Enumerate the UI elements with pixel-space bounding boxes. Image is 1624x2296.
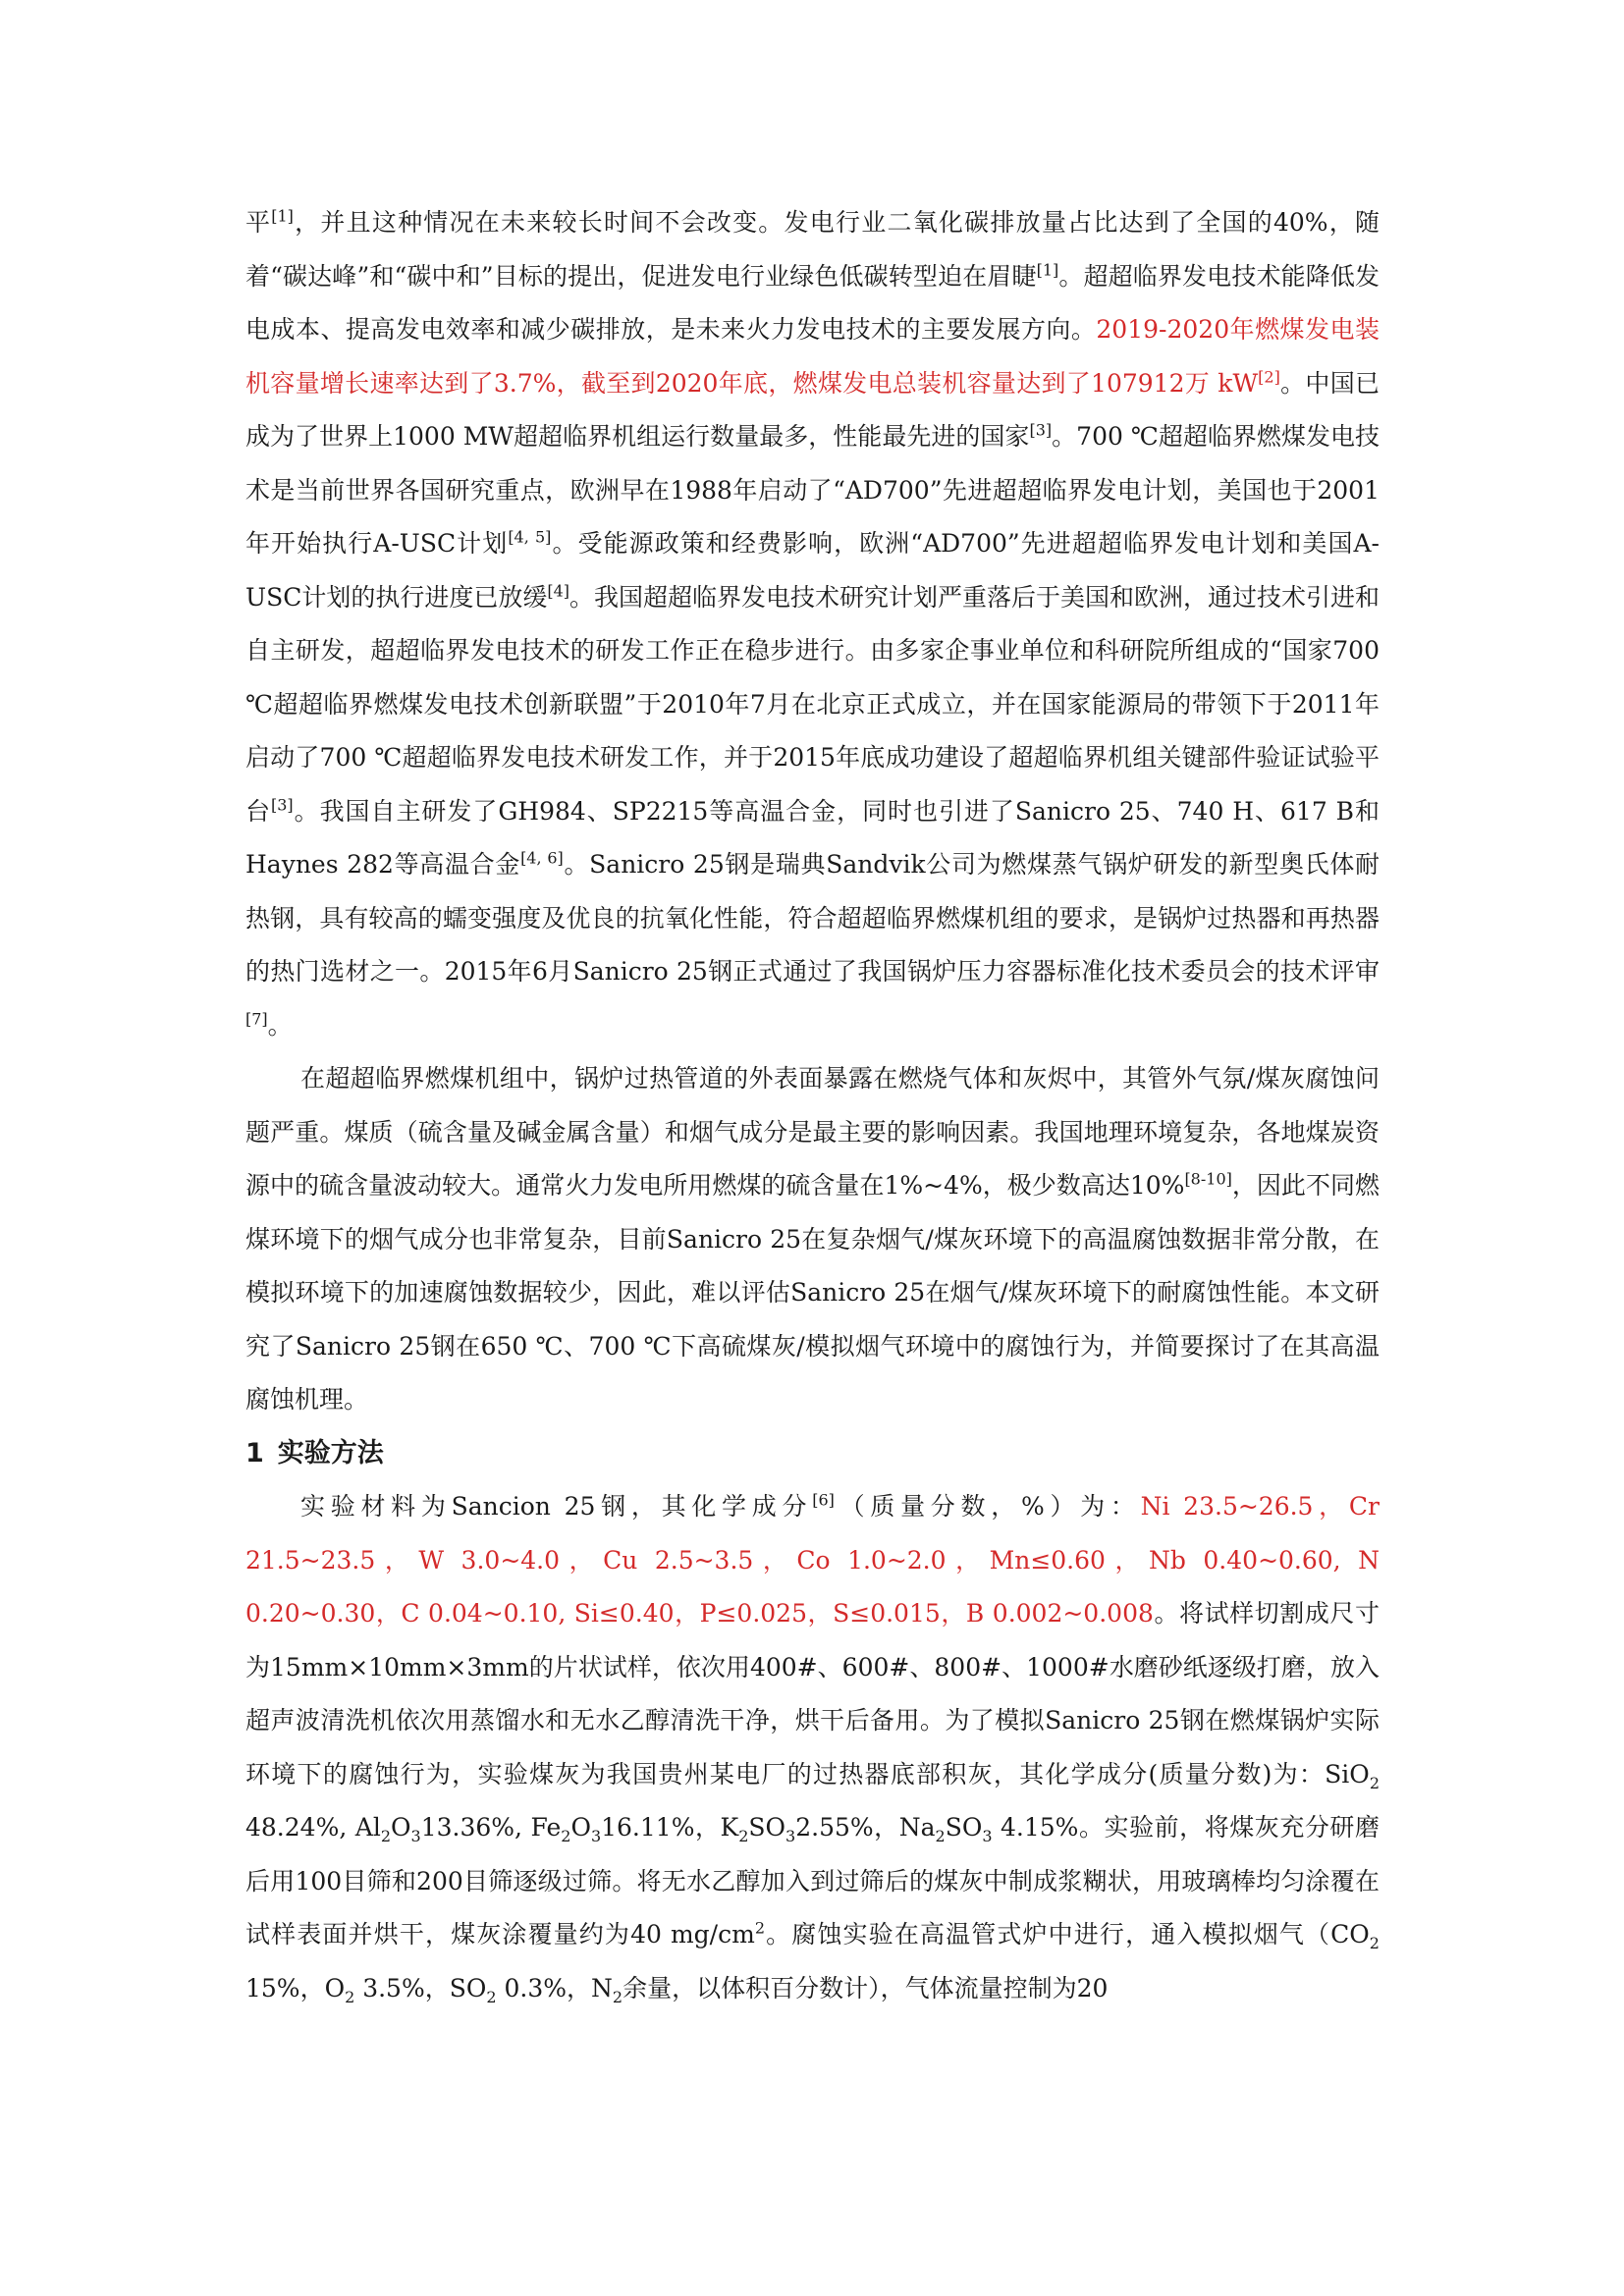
text-run: O [391, 1813, 411, 1842]
citation: [4, 6] [520, 848, 564, 868]
citation: [3] [270, 795, 294, 815]
text-run: 余量，以体积百分数计），气体流量控制为20 [623, 1973, 1109, 2002]
subscript: 3 [590, 1827, 602, 1845]
text-run: 48.24%, Al [245, 1813, 381, 1842]
subscript: 2 [380, 1827, 392, 1845]
text-run: 4.15%。实验前，将煤灰充分研磨后用100目筛和200目筛逐级过筛。将无水乙醇加入到过筛后的煤灰中制成浆糊状，用玻璃棒均匀涂覆在试样表面并烘干，煤灰涂覆量约为40 mg/cm [245, 1813, 1380, 1949]
citation: [4, 5] [508, 527, 552, 547]
subscript: 3 [982, 1827, 993, 1845]
section-title: 实验方法 [277, 1437, 384, 1468]
text-run: 。腐蚀实验在高温管式炉中进行，通入模拟烟气（CO [765, 1920, 1370, 1949]
subscript: 2 [1369, 1934, 1380, 1952]
text-run: 16.11%，K [601, 1813, 739, 1842]
text-run: 。 [267, 1010, 293, 1040]
text-run: 。中国已成为了世界上1000 MW超超临界机组运行数量最多，性能最先进的国家 [245, 368, 1380, 451]
subscript: 2 [486, 1987, 497, 2006]
paragraph-corrosion [245, 1052, 1380, 1427]
text-run: 实验材料为Sancion 25钢，其化学成分 [300, 1492, 813, 1521]
subscript: 3 [785, 1827, 796, 1845]
text-run: 2.55%，Na [795, 1813, 936, 1842]
text-run: 。我国超超临界发电技术研究计划严重落后于美国和欧洲，通过技术引进和自主研发，超超临界发电技术的研发工作正在稳步进行。由多家企事业单位和科研院所组成的“国家700 ℃超超临界燃煤发电技术创新联盟”于2010年7月在北京正式成立，并在国家能源局的带领下于2011年启动了700 ℃超超临界发电技术研发工作，并于2015年底成功建设了超超临界机组关键部件验证试验平台 [245, 582, 1380, 826]
text-run: 。将试样切割成尺寸为15mm×10mm×3mm的片状试样，依次用400#、600#、800#、1000#水磨砂纸逐级打磨，放入超声波清洗机依次用蒸馏水和无水乙醇清洗干净，烘干后备用。为了模拟Sanicro 25钢在燃煤锅炉实际环境下的腐蚀行为，实验煤灰为我国贵州某电厂的过热器底部积灰，其化学成分(质量分数)为：SiO [245, 1599, 1380, 1789]
citation: [3] [1029, 420, 1053, 440]
citation: [6] [812, 1490, 835, 1510]
document-page [245, 196, 1380, 2015]
citation: [2] [1258, 367, 1280, 387]
text-run: 在超超临界燃煤机组中，锅炉过热管道的外表面暴露在燃烧气体和灰烬中，其管外气氛/煤灰腐蚀问题严重。煤质（硫含量及碱金属含量）和烟气成分是最主要的影响因素。我国地理环境复杂，各地煤炭资源中的硫含量波动较大。通常火力发电所用燃煤的硫含量在1%~4%，极少数高达10% [245, 1064, 1380, 1200]
section-number: 1 [245, 1437, 264, 1468]
subscript: 2 [935, 1827, 946, 1845]
text-run: （质量分数，%）为： [834, 1492, 1141, 1521]
text-run: 平 [245, 208, 272, 237]
paragraph-intro [245, 196, 1380, 1052]
subscript: 2 [561, 1827, 571, 1845]
citation: [8-10] [1184, 1169, 1232, 1189]
subscript: 2 [345, 1987, 355, 2006]
text-run: 3.5%，SO [354, 1973, 487, 2002]
text-run: 。超超临界发电技术能降低发电成本、提高发电效率和减少碳排放，是未来火力发电技术的主要发展方向。 [245, 261, 1380, 344]
citation: [7] [245, 1009, 268, 1029]
citation: [1] [1036, 260, 1059, 280]
superscript: 2 [754, 1918, 765, 1938]
text-run: 13.36%, Fe [420, 1813, 562, 1842]
text-run: 0.3%，N [496, 1973, 613, 2002]
citation: [1] [271, 206, 294, 226]
text-run: 15%，O [245, 1973, 346, 2002]
highlighted-text: 2019-2020年燃煤发电装机容量增长速率达到了3.7%，截至到2020年底，燃煤发电总装机容量达到了107912万 kW [245, 315, 1380, 398]
text-run: O [570, 1813, 591, 1842]
highlighted-text: Ni 23.5~26.5，Cr 21.5~23.5，W 3.0~4.0，Cu 2.5~3.5，Co 1.0~2.0，Mn≤0.60，Nb 0.40~0.60, N 0.20~0.30，C 0.04~0.10, Si≤0.40，P≤0.025，S≤0.015，B 0.002~0.008 [245, 1492, 1380, 1628]
text-run: 。我国自主研发了GH984、SP2215等高温合金，同时也引进了Sanicro 25、740 H、617 B和Haynes 282等高温合金 [245, 796, 1380, 879]
subscript: 3 [410, 1827, 421, 1845]
paragraph-method [245, 1480, 1380, 2015]
subscript: 2 [1369, 1773, 1380, 1792]
text-run: SO [945, 1813, 983, 1842]
citation: [4] [547, 581, 569, 601]
text-run: 。受能源政策和经费影响，欧洲“AD700”先进超超临界发电计划和美国A-USC计划的执行进度已放缓 [245, 529, 1380, 612]
text-run: ，并且这种情况在未来较长时间不会改变。发电行业二氧化碳排放量占比达到了全国的40%，随着“碳达峰”和“碳中和”目标的提出，促进发电行业绿色低碳转型迫在眉睫 [245, 208, 1380, 291]
text-run: ，因此不同燃煤环境下的烟气成分也非常复杂，目前Sanicro 25在复杂烟气/煤灰环境下的高温腐蚀数据非常分散，在模拟环境下的加速腐蚀数据较少，因此，难以评估Sanicro 25在烟气/煤灰环境下的耐腐蚀性能。本文研究了Sanicro 25钢在650 ℃、700 ℃下高硫煤灰/模拟烟气环境中的腐蚀行为，并简要探讨了在其高温腐蚀机理。 [245, 1171, 1380, 1414]
subscript: 2 [738, 1827, 749, 1845]
text-run: 。Sanicro 25钢是瑞典Sandvik公司为燃煤蒸气锅炉研发的新型奥氏体耐热钢，具有较高的蠕变强度及优良的抗氧化性能，符合超超临界燃煤机组的要求，是锅炉过热器和再热器的热门选材之一。2015年6月Sanicro 25钢正式通过了我国锅炉压力容器标准化技术委员会的技术评审 [245, 850, 1380, 986]
section-heading [245, 1427, 1380, 1481]
text-run: SO [748, 1813, 786, 1842]
subscript: 2 [612, 1987, 623, 2006]
text-run: 。700 ℃超超临界燃煤发电技术是当前世界各国研究重点，欧洲早在1988年启动了“AD700”先进超超临界发电计划，美国也于2001年开始执行A-USC计划 [245, 422, 1380, 558]
